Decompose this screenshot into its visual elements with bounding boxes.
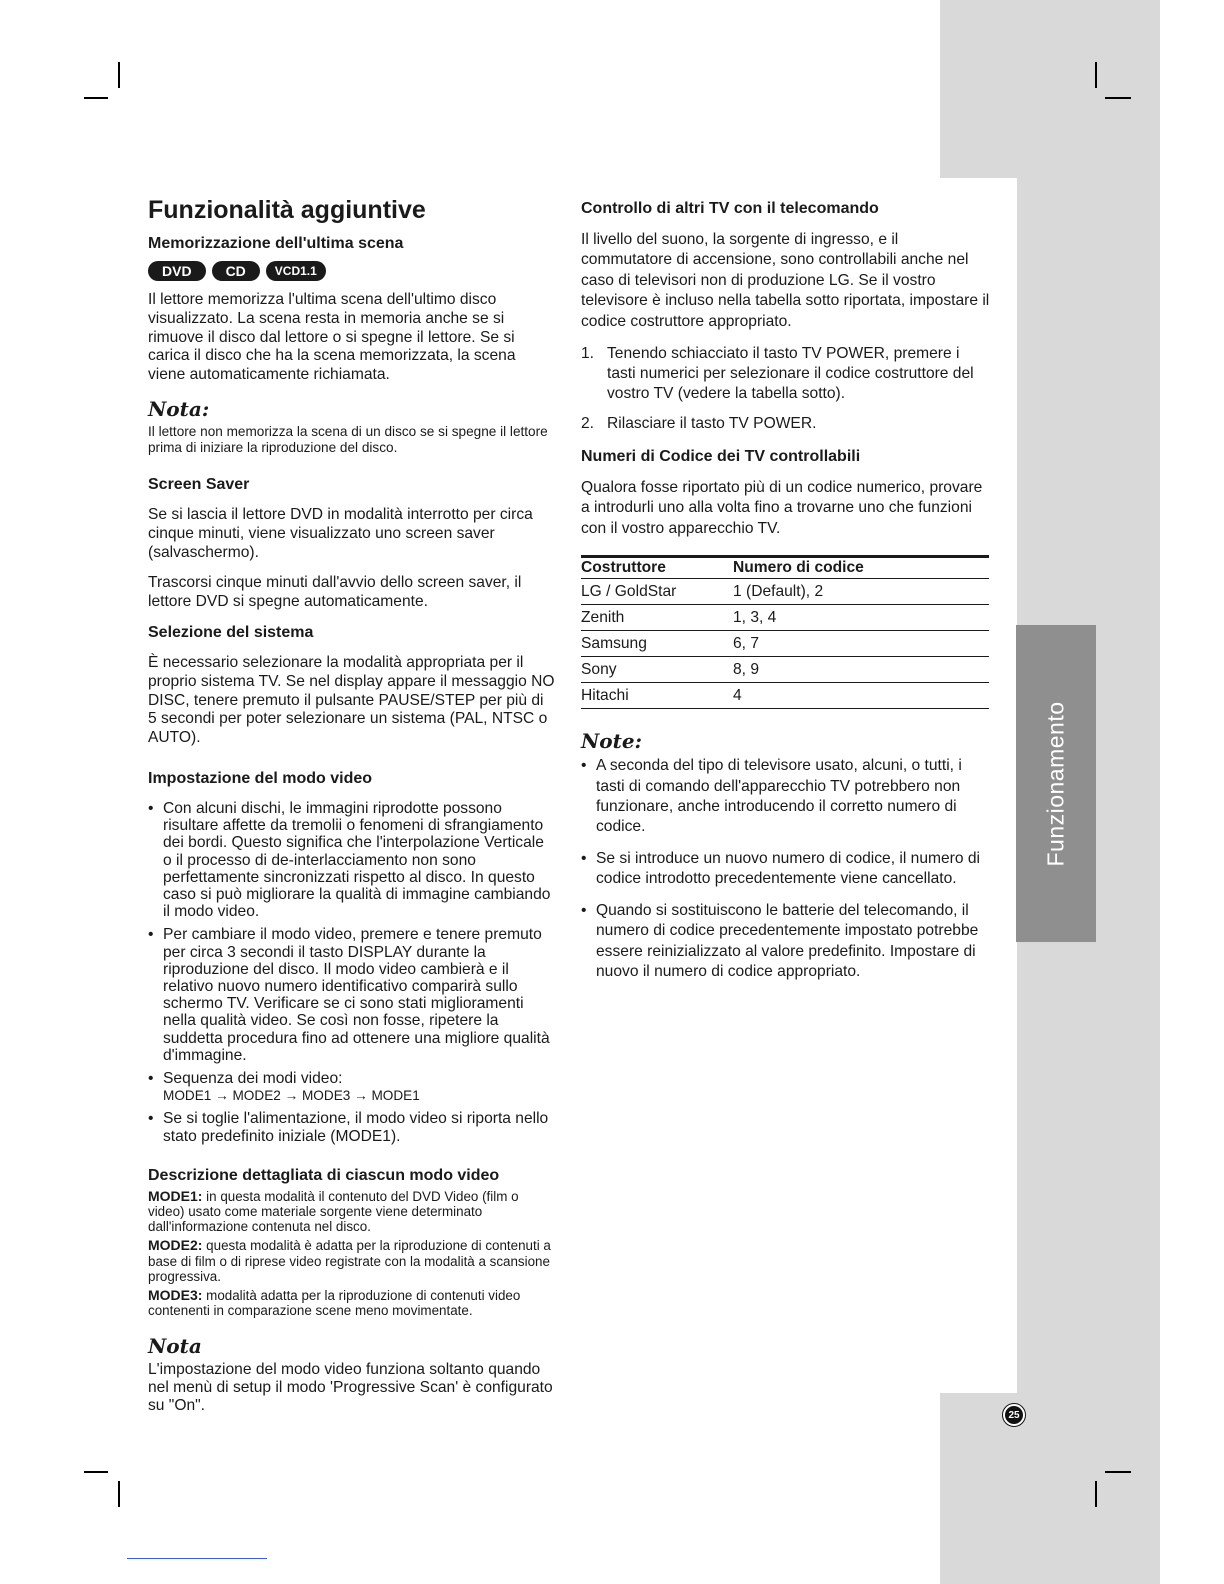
system-heading: Selezione del sistema — [148, 623, 314, 641]
list-item: • Quando si sostituiscono le batterie del telecomando, il numero di codice precedentemente impostato potrebbe essere reinizializzato al valore predefinito. Impostare di nuovo il numero di codice appropriato. — [581, 901, 979, 980]
list-item: • A seconda del tipo di televisore usato, alcuni, o tutti, i tasti di comando dell'apparecchio TV potrebbero non funzionare, anche introducendo il corretto numero di codice. — [581, 757, 962, 836]
table-header-row — [581, 557, 989, 579]
tv-control-steps — [581, 344, 991, 434]
crop-mark — [1105, 1471, 1131, 1473]
disc-badge-cd: CD — [212, 261, 260, 281]
note-label: Nota — [148, 1334, 202, 1359]
mode-sequence: MODE1 → MODE2 → MODE3 → MODE1 — [163, 1088, 420, 1104]
footer-line — [127, 1558, 267, 1559]
list-item: • Sequenza dei modi video: MODE1 → MODE2 → MODE3 → MODE1 — [148, 1070, 420, 1104]
page-title: Funzionalità aggiuntive — [148, 196, 426, 224]
mode3-description: MODE3: modalità adatta per la riproduzione di contenuti video contenenti in comparazione scene meno movimentate. — [148, 1287, 521, 1319]
right-column — [581, 200, 991, 994]
note-text: L'impostazione del modo video funziona soltanto quando nel menù di setup il modo 'Progressive Scan' è configurato su "On". — [148, 1361, 553, 1414]
page-number: 25 — [1005, 1406, 1023, 1424]
left-column — [148, 196, 556, 1426]
codes-heading: Numeri di Codice dei TV controllabili — [581, 448, 861, 466]
page-number-badge — [1002, 1403, 1026, 1427]
screen-saver-text-2: Trascorsi cinque minuti dall'avvio dello screen saver, il lettore DVD si spegne automaticamente. — [148, 574, 522, 611]
table-row: Zenith 1, 3, 4 — [581, 605, 989, 631]
table-row: LG / GoldStar 1 (Default), 2 — [581, 579, 989, 605]
mode1-description: MODE1: in questa modalità il contenuto del DVD Video (film o video) usato come materiale sorgente viene determinato dall'informazione contenuta nel disco. — [148, 1187, 519, 1235]
column-header: Costruttore — [581, 557, 733, 579]
note-label: Nota: — [148, 396, 210, 421]
side-band-top — [940, 0, 1160, 178]
list-item: 1. Tenendo schiacciato il tasto TV POWER, premere i tasti numerici per selezionare il codice costruttore del vostro TV (vedere la tabella sotto). — [581, 345, 974, 403]
tv-codes-table — [581, 555, 989, 709]
side-band-bottom — [940, 1393, 1160, 1584]
screen-saver-heading: Screen Saver — [148, 475, 250, 493]
tv-control-text: Il livello del suono, la sorgente di ingresso, e il commutatore di accensione, sono controllabili anche nel caso di televisori non di produzione LG. Se il vostro televisore è incluso nella tabella sotto riportata, impostare il codice costruttore appropriato. — [581, 231, 990, 330]
disc-badge-dvd: DVD — [148, 261, 206, 281]
video-mode-heading: Impostazione del modo video — [148, 769, 373, 787]
screen-saver-text-1: Se si lascia il lettore DVD in modalità interrotto per circa cinque minuti, viene visualizzato uno screen saver (salvaschermo). — [148, 505, 533, 561]
list-item: • Per cambiare il modo video, premere e tenere premuto per circa 3 secondi il tasto DISPLAY durante la riproduzione del disco. Il modo video cambierà e il relativo nuovo numero identificativo comparirà sullo schermo TV. Verificare se ci sono stati miglioramenti nella qualità video. Se così non fosse, ripetere la suddetta procedura fino ad ottenere una migliore qualità d'immagine. — [148, 926, 550, 1064]
table-row: Samsung 6, 7 — [581, 631, 989, 657]
section-tab — [1016, 625, 1096, 942]
crop-mark — [1095, 1481, 1097, 1507]
crop-mark — [84, 1471, 108, 1473]
crop-mark — [1105, 97, 1131, 99]
section-tab-label: Funzionamento — [1042, 700, 1069, 867]
crop-mark — [84, 97, 108, 99]
tv-control-heading: Controllo di altri TV con il telecomando — [581, 200, 879, 217]
crop-mark — [1095, 62, 1097, 88]
system-text: È necessario selezionare la modalità appropriata per il proprio sistema TV. Se nel display appare il messaggio NO DISC, tenere premuto il pulsante PAUSE/STEP per più di 5 secondi per poter selezionare un sistema (PAL, NTSC o AUTO). — [148, 653, 555, 747]
video-mode-list — [148, 800, 556, 1145]
table-row: Sony 8, 9 — [581, 657, 989, 683]
notes-list — [581, 756, 991, 982]
mode-description-heading: Descrizione dettagliata di ciascun modo video — [148, 1166, 500, 1184]
notes-label: Note: — [581, 729, 642, 754]
column-header: Numero di codice — [733, 557, 989, 579]
crop-mark — [118, 1481, 120, 1507]
crop-mark — [118, 62, 120, 88]
disc-badge-vcd: VCD1.1 — [266, 261, 326, 281]
note-text: Il lettore non memorizza la scena di un disco se si spegne il lettore prima di iniziare la riproduzione del disco. — [148, 423, 548, 455]
list-item: 2. Rilasciare il tasto TV POWER. — [581, 415, 817, 433]
mode2-description: MODE2: questa modalità è adatta per la riproduzione di contenuti a base di film o di riprese video registrate con la modalità a scansione progressiva. — [148, 1237, 551, 1284]
list-item: • Se si toglie l'alimentazione, il modo video si riporta nello stato predefinito iniziale (MODE1). — [148, 1110, 549, 1145]
codes-text: Qualora fosse riportato più di un codice numerico, provare a introdurli uno alla volta fino a trovarne uno che funzioni con il vostro apparecchio TV. — [581, 479, 983, 537]
last-scene-text: Il lettore memorizza l'ultima scena dell'ultimo disco visualizzato. La scena resta in memoria anche se si rimuove il disco dal lettore o si spegne il lettore. Se si carica il disco che ha la scena memorizzata, la scena viene automaticamente richiamata. — [148, 291, 516, 384]
last-scene-heading: Memorizzazione dell'ultima scena — [148, 235, 404, 252]
table-row: Hitachi 4 — [581, 683, 989, 709]
list-item: • Se si introduce un nuovo numero di codice, il numero di codice introdotto precedentemente viene cancellato. — [581, 849, 980, 888]
disc-badges — [148, 261, 556, 281]
list-item: • Con alcuni dischi, le immagini riprodotte possono risultare affette da tremolii o fenomeni di sfrangiamento dei bordi. Questo significa che l'interpolazione Verticale o il processo di de-interlacciamento non sono perfettamente sincronizzati rispetto al disco. In questo caso si può migliorare la qualità di immagine cambiando il modo video. — [148, 799, 551, 921]
